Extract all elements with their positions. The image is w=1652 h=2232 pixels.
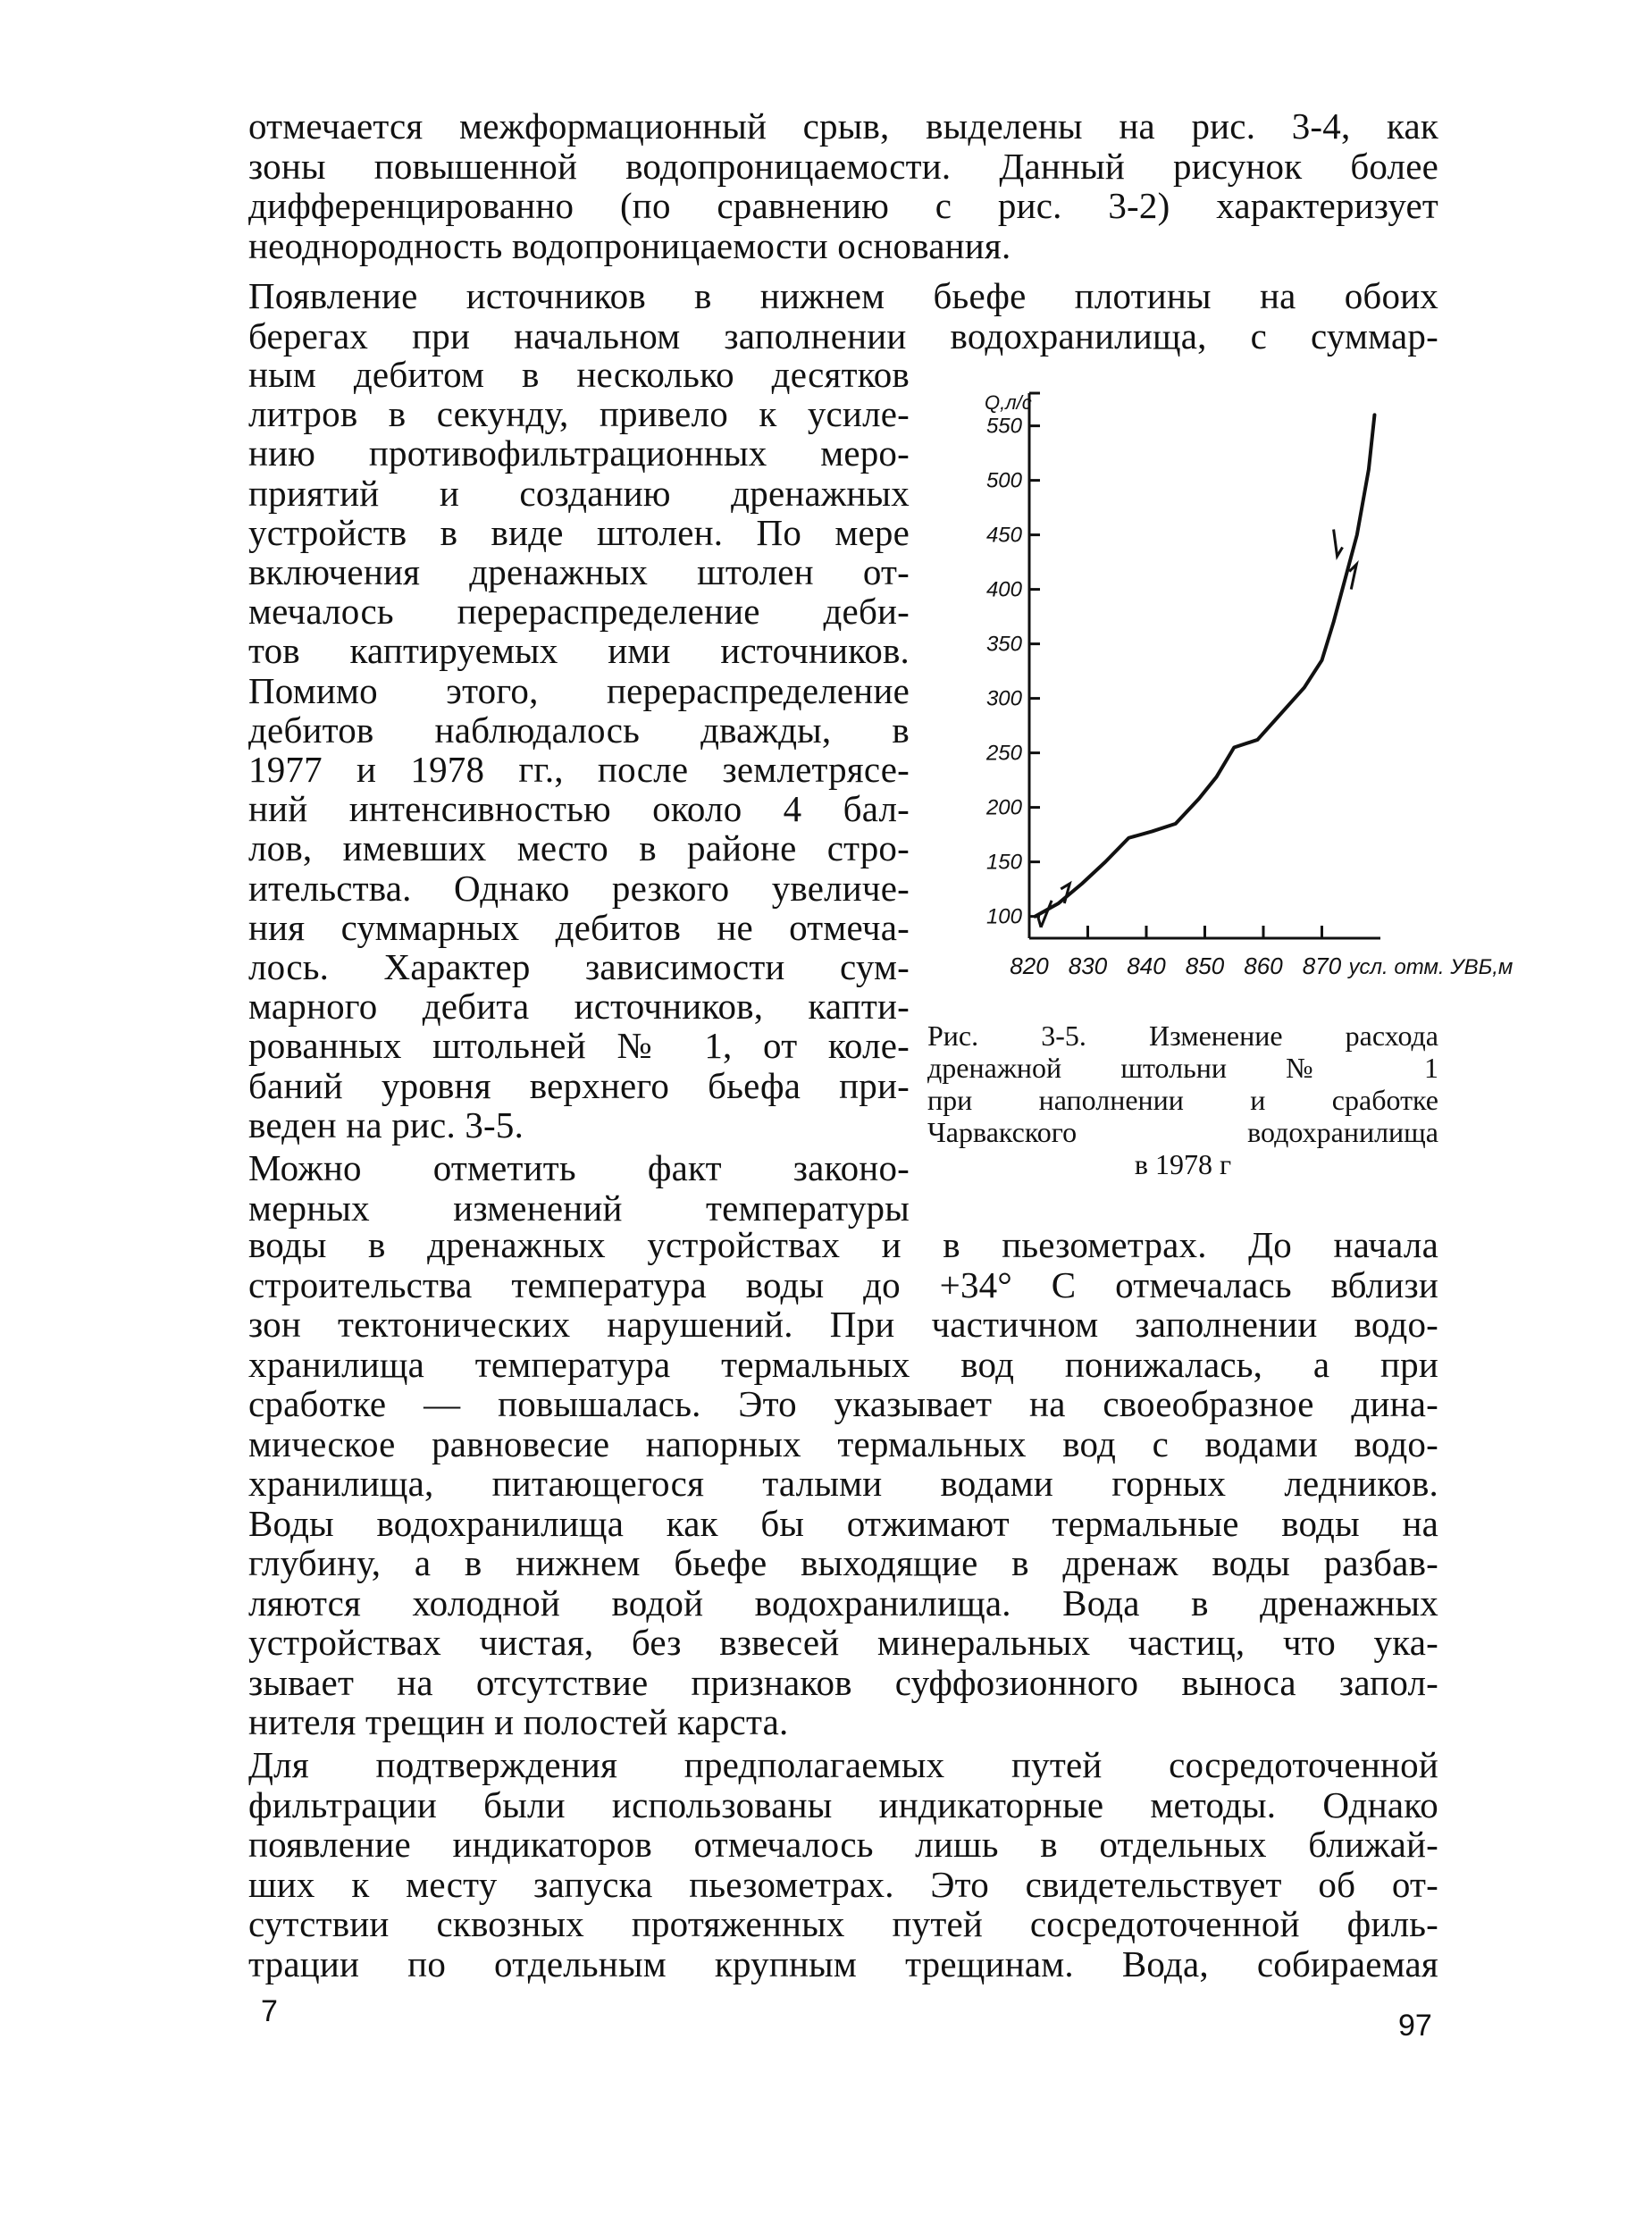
data-point bbox=[1174, 822, 1177, 825]
page-number: 97 bbox=[1398, 2009, 1432, 2043]
caption-line: при наполнении и сработке bbox=[927, 1084, 1438, 1116]
data-point bbox=[1151, 830, 1153, 833]
text-line: мерных изменений температуры bbox=[248, 1187, 910, 1229]
text-line: воды в дренажных устройствах и в пьезометрах. До начала bbox=[248, 1224, 1438, 1265]
data-point bbox=[1274, 719, 1277, 722]
text-line: ний интенсивностью около 4 бал- bbox=[248, 788, 910, 830]
text-line: хранилища температура термальных вод понижалась, а при bbox=[248, 1343, 1438, 1385]
data-point bbox=[1233, 746, 1236, 749]
y-axis-label: Q,л/с bbox=[985, 391, 1032, 414]
text-line: мечалось перераспределение деби- bbox=[248, 591, 910, 633]
y-tick-label: 450 bbox=[985, 523, 1022, 548]
caption-line: дренажной штольни № 1 bbox=[927, 1052, 1438, 1084]
y-tick-label: 350 bbox=[985, 632, 1022, 657]
text-line: рованных штольней № 1, от коле- bbox=[248, 1025, 910, 1067]
data-point bbox=[1332, 621, 1335, 624]
text-line: Можно отметить факт законо- bbox=[248, 1147, 910, 1188]
caption-line: Чарвакского водохранилища bbox=[927, 1116, 1438, 1148]
y-tick-label: 100 bbox=[985, 904, 1022, 929]
text-line: нителя трещин и полостей карста. bbox=[248, 1701, 789, 1742]
y-tick-label: 250 bbox=[985, 741, 1022, 766]
text-line: берегах при начальном заполнении водохранилища, с суммар- bbox=[248, 315, 1438, 357]
text-line: глубину, а в нижнем бьефе выходящие в дренаж воды разбав- bbox=[248, 1542, 1438, 1583]
text-line: хранилища, питающегося талыми водами горных ледников. bbox=[248, 1463, 1438, 1504]
text-line: нию противофильтрационных меро- bbox=[248, 432, 910, 474]
text-line: приятий и созданию дренажных bbox=[248, 472, 910, 514]
data-point bbox=[1034, 915, 1036, 918]
y-tick-label: 300 bbox=[985, 686, 1022, 711]
text-line: ляются холодной водой водохранилища. Вода в дренажных bbox=[248, 1582, 1438, 1624]
y-tick-label: 200 bbox=[985, 795, 1022, 820]
data-point bbox=[1321, 659, 1323, 661]
x-tick-label: 830 bbox=[1068, 952, 1108, 979]
data-point bbox=[1128, 836, 1130, 839]
y-tick-label: 150 bbox=[985, 850, 1022, 875]
caption-line: в 1978 г bbox=[1134, 1148, 1232, 1180]
x-tick-label: 820 bbox=[1010, 952, 1049, 979]
text-line: Помимо этого, перераспределение bbox=[248, 669, 910, 711]
data-point bbox=[1215, 776, 1218, 778]
text-line: веден на рис. 3-5. bbox=[248, 1103, 524, 1145]
arrow-up-icon bbox=[1349, 565, 1356, 590]
y-tick-label: 550 bbox=[985, 414, 1022, 439]
discharge-curve bbox=[1036, 415, 1375, 916]
data-point bbox=[1367, 468, 1370, 471]
text-line: ших к месту запуска пьезометрах. Это свидетельствует об от- bbox=[248, 1863, 1438, 1905]
text-line: зон тектонических нарушений. При частичном заполнении водо- bbox=[248, 1304, 1438, 1345]
text-line: появление индикаторов отмечалось лишь в отдельных ближай- bbox=[248, 1824, 1438, 1865]
x-axis-label: усл. отм. УВБ,м bbox=[1348, 955, 1514, 979]
data-point bbox=[1080, 883, 1083, 885]
arrow-down-icon bbox=[1334, 530, 1343, 557]
text-line: ния суммарных дебитов не отмеча- bbox=[248, 906, 910, 948]
data-point bbox=[1373, 414, 1376, 416]
x-tick-label: 840 bbox=[1127, 952, 1166, 979]
x-tick-label: 850 bbox=[1185, 952, 1225, 979]
signature-mark: 7 bbox=[261, 1994, 278, 2028]
text-line: отмечается межформационный срыв, выделены на рис. 3-4, как bbox=[248, 105, 1438, 147]
text-line: лов, имевших место в районе стро- bbox=[248, 827, 910, 869]
x-tick-label: 860 bbox=[1244, 952, 1283, 979]
text-line: строительства температура воды до +34° С отмечалась вблизи bbox=[248, 1263, 1438, 1305]
text-line: включения дренажных штолен от- bbox=[248, 551, 910, 592]
text-line: Появление источников в нижнем бьефе плотины на обоих bbox=[248, 275, 1438, 316]
text-line: дебитов наблюдалось дважды, в bbox=[248, 709, 910, 751]
text-line: литров в секунду, привело к усиле- bbox=[248, 393, 910, 435]
caption-line: Рис. 3-5. Изменение расхода bbox=[927, 1020, 1438, 1052]
text-line: неоднородность водопроницаемости основания. bbox=[248, 224, 1011, 266]
text-line: ным дебитом в несколько десятков bbox=[248, 354, 910, 395]
text-line: баний уровня верхнего бьефа при- bbox=[248, 1064, 910, 1106]
data-point bbox=[1104, 860, 1107, 863]
text-line: Воды водохранилища как бы отжимают термальные воды на bbox=[248, 1502, 1438, 1544]
data-point bbox=[1256, 738, 1259, 741]
data-point bbox=[1355, 533, 1358, 536]
y-tick-label: 500 bbox=[985, 468, 1022, 493]
text-line: Для подтверждения предполагаемых путей сосредоточенной bbox=[248, 1744, 1438, 1785]
text-line: марного дебита источников, капти- bbox=[248, 986, 910, 1028]
text-line: мическое равновесие напорных термальных вод с водами водо- bbox=[248, 1422, 1438, 1464]
text-line: зоны повышенной водопроницаемости. Данный рисунок более bbox=[248, 145, 1438, 187]
data-point bbox=[1303, 686, 1305, 689]
figure-3-5-chart bbox=[929, 375, 1514, 1001]
text-line: фильтрации были использованы индикаторные методы. Однако bbox=[248, 1783, 1438, 1825]
data-point bbox=[1197, 797, 1200, 800]
text-line: зывает на отсутствие признаков суффозионного выноса запол- bbox=[248, 1661, 1438, 1703]
text-line: сработке — повышалась. Это указывает на своеобразное дина- bbox=[248, 1383, 1438, 1424]
text-line: ительства. Однако резкого увеличе- bbox=[248, 867, 910, 909]
text-line: тов каптируемых ими источников. bbox=[248, 630, 910, 672]
data-point bbox=[1291, 700, 1294, 702]
data-point bbox=[1057, 902, 1060, 904]
text-line: лось. Характер зависимости сум- bbox=[248, 946, 910, 987]
text-line: сутствии сквозных протяженных путей сосредоточенной филь- bbox=[248, 1903, 1438, 1944]
text-line: трации по отдельным крупным трещинам. Вода, собираемая bbox=[248, 1943, 1438, 1984]
text-line: 1977 и 1978 гг., после землетрясе- bbox=[248, 749, 910, 790]
text-line: дифференцированно (по сравнению с рис. 3-2) характеризует bbox=[248, 185, 1438, 226]
text-line: устройствах чистая, без взвесей минеральных частиц, что ука- bbox=[248, 1622, 1438, 1663]
x-tick-label: 870 bbox=[1302, 952, 1342, 979]
data-point bbox=[1344, 577, 1346, 580]
y-tick-label: 400 bbox=[985, 577, 1022, 602]
text-line: устройств в виде штолен. По мере bbox=[248, 511, 910, 553]
